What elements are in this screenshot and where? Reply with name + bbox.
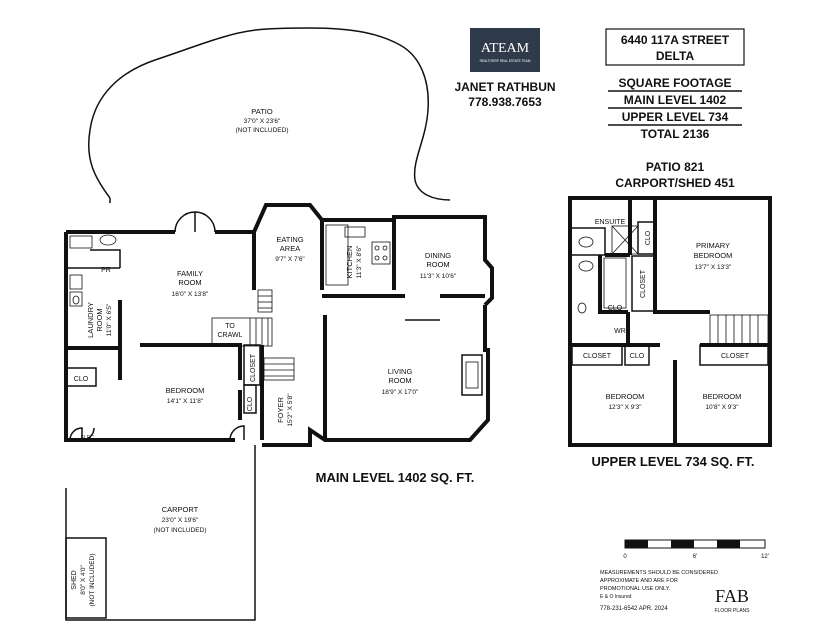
svg-text:WR: WR	[614, 328, 626, 335]
svg-text:12'3" X 9'3": 12'3" X 9'3"	[608, 404, 642, 411]
svg-text:CLOSET: CLOSET	[640, 269, 647, 299]
eating-area-label	[275, 235, 305, 263]
upper-level-walls	[570, 198, 770, 445]
logo-tagline: REALTORS® REAL ESTATE TEAM	[479, 59, 531, 63]
scale-tick-6: 6'	[692, 554, 698, 560]
agent-name: JANET RATHBUN	[454, 80, 556, 94]
sqft-main: MAIN LEVEL 1402	[623, 93, 727, 107]
svg-text:10'8" X 9'3": 10'8" X 9'3"	[705, 404, 739, 411]
svg-text:CLO: CLO	[607, 305, 623, 312]
svg-text:MEASUREMENTS SHOULD BE CONSIDE: MEASUREMENTS SHOULD BE CONSIDERED	[600, 570, 718, 576]
svg-text:CLO: CLO	[73, 376, 89, 383]
scale-tick-12: 12'	[761, 554, 769, 560]
svg-text:AREA: AREA	[279, 244, 301, 253]
svg-text:18'9" X 17'0": 18'9" X 17'0"	[381, 389, 419, 396]
foyer-label	[276, 393, 294, 427]
svg-text:PR: PR	[101, 267, 111, 274]
svg-text:CLO: CLO	[247, 396, 254, 412]
svg-text:CLO: CLO	[645, 230, 652, 246]
fab-mark: FAB	[715, 586, 749, 606]
svg-text:KITCHEN: KITCHEN	[345, 245, 354, 279]
fab-sub: FLOOR PLANS	[714, 608, 750, 614]
svg-text:PRIMARY: PRIMARY	[695, 241, 731, 250]
svg-text:14'1" X 11'8": 14'1" X 11'8"	[166, 398, 204, 405]
laundry-room-label	[86, 302, 113, 338]
sqft-upper: UPPER LEVEL 734	[621, 110, 729, 124]
svg-text:SHED: SHED	[71, 570, 78, 590]
svg-text:(NOT INCLUDED): (NOT INCLUDED)	[153, 527, 207, 534]
svg-text:BEDROOM: BEDROOM	[693, 251, 733, 260]
shed-label	[71, 554, 96, 607]
svg-text:TO: TO	[225, 323, 235, 330]
svg-text:ROOM: ROOM	[426, 260, 450, 269]
dining-room-label	[420, 251, 457, 280]
svg-text:E & O Insured: E & O Insured	[600, 594, 632, 600]
svg-text:15'2" X 5'8": 15'2" X 5'8"	[287, 393, 294, 427]
sqft-carport: CARPORT/SHED 451	[615, 176, 735, 190]
svg-text:ROOM: ROOM	[388, 376, 412, 385]
svg-text:ELEC.: ELEC.	[80, 435, 96, 441]
family-room-label	[172, 269, 209, 298]
svg-text:11'0" X 6'5": 11'0" X 6'5"	[106, 303, 113, 337]
svg-text:LAUNDRY: LAUNDRY	[86, 302, 95, 338]
svg-text:CLO: CLO	[629, 353, 645, 360]
address-box	[606, 29, 744, 65]
svg-text:CLOSET: CLOSET	[720, 353, 750, 360]
sqft-total: TOTAL 2136	[640, 127, 710, 141]
sqft-heading: SQUARE FOOTAGE	[618, 76, 732, 90]
svg-text:13'7" X 13'3": 13'7" X 13'3"	[694, 264, 732, 271]
primary-bedroom-label	[694, 241, 733, 271]
fab-logo	[714, 586, 750, 614]
svg-text:ROOM: ROOM	[95, 308, 104, 332]
svg-text:PATIO: PATIO	[251, 107, 273, 116]
address-line2: DELTA	[655, 49, 695, 63]
ateam-logo	[470, 28, 540, 72]
bedroom3-label	[703, 392, 742, 411]
svg-text:LIVING: LIVING	[387, 367, 413, 376]
svg-text:BEDROOM: BEDROOM	[702, 392, 742, 401]
living-room-label	[382, 367, 419, 396]
svg-text:CLOSET: CLOSET	[582, 353, 612, 360]
svg-text:BEDROOM: BEDROOM	[165, 386, 205, 395]
svg-text:ENSUITE: ENSUITE	[594, 219, 626, 226]
svg-text:8'0" X 4'0": 8'0" X 4'0"	[80, 565, 87, 595]
svg-text:ROOM: ROOM	[178, 278, 202, 287]
logo-brand: ATEAM	[480, 41, 530, 56]
svg-text:9'7" X 7'6": 9'7" X 7'6"	[275, 256, 305, 263]
svg-text:37'0" X 23'6": 37'0" X 23'6"	[243, 118, 281, 125]
address-line1: 6440 117A STREET	[620, 33, 730, 47]
svg-text:11'3" X 10'6": 11'3" X 10'6"	[419, 273, 457, 280]
patio-label	[236, 107, 289, 134]
square-footage-table	[608, 76, 742, 190]
sqft-patio: PATIO 821	[645, 160, 705, 174]
carport-label	[154, 505, 207, 534]
svg-text:11'3" X 8'6": 11'3" X 8'6"	[356, 245, 363, 279]
main-small-labels	[74, 267, 257, 441]
svg-text:FAMILY: FAMILY	[176, 269, 204, 278]
svg-text:CLOSET: CLOSET	[250, 353, 257, 383]
scale-tick-0: 0	[623, 554, 627, 560]
bedroom2-label	[606, 392, 645, 411]
svg-text:(NOT INCLUDED): (NOT INCLUDED)	[89, 553, 96, 607]
svg-text:CARPORT: CARPORT	[161, 505, 199, 514]
svg-text:778-231-6542 APR. 2024: 778-231-6542 APR. 2024	[600, 606, 668, 612]
svg-text:16'0" X 13'8": 16'0" X 13'8"	[171, 291, 209, 298]
disclaimer	[600, 570, 718, 612]
upper-level-caption: UPPER LEVEL 734 SQ. FT.	[591, 454, 755, 469]
svg-text:FOYER: FOYER	[276, 397, 285, 423]
agent-phone: 778.938.7653	[468, 95, 542, 109]
svg-text:APPROXIMATE AND ARE FOR: APPROXIMATE AND ARE FOR	[600, 578, 678, 584]
svg-text:CRAWL: CRAWL	[217, 332, 243, 339]
svg-text:DINING: DINING	[424, 251, 452, 260]
svg-text:EATING: EATING	[276, 235, 304, 244]
svg-text:(NOT INCLUDED): (NOT INCLUDED)	[235, 127, 289, 134]
svg-text:BEDROOM: BEDROOM	[605, 392, 645, 401]
main-level-caption: MAIN LEVEL 1402 SQ. FT.	[315, 470, 475, 485]
kitchen-label	[345, 245, 363, 278]
svg-text:23'0" X 19'6": 23'0" X 19'6"	[161, 517, 199, 524]
scale-bar	[623, 540, 769, 560]
svg-text:PROMOTIONAL USE ONLY.: PROMOTIONAL USE ONLY.	[600, 586, 671, 592]
bedroom-main-label	[166, 386, 205, 405]
